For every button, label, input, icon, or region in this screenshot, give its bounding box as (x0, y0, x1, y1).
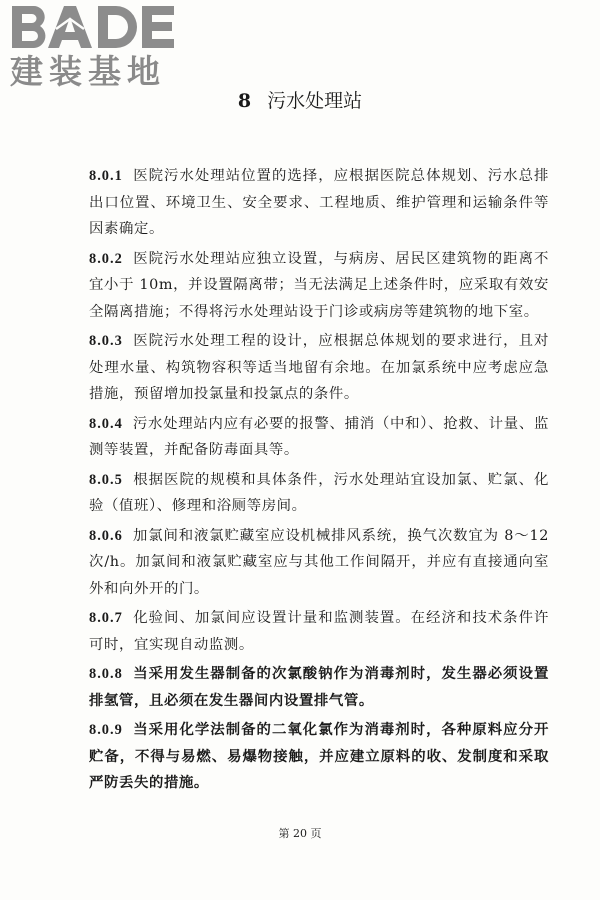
page-number: 第 20 页 (278, 827, 322, 840)
chapter-title (0, 88, 600, 114)
clause-8-0-8 (89, 661, 549, 714)
clause-8-0-5 (89, 467, 549, 520)
clause-text: 污水处理站内应有必要的报警、捕消（中和）、抢救、计量、监测等装置，并配备防毒面具等。 (89, 415, 549, 458)
clause-number: 8.0.1 (89, 168, 123, 184)
clause-8-0-6 (89, 523, 549, 603)
clause-number: 8.0.3 (89, 333, 123, 349)
clause-number: 8.0.6 (89, 527, 123, 544)
clause-8-0-3 (89, 328, 549, 408)
clause-number: 8.0.7 (89, 610, 123, 626)
clause-text: 医院污水处理站位置的选择，应根据医院总体规划、污水总排出口位置、环境卫生、安全要求、工程地质、维护管理和运输条件等因素确定。 (89, 168, 549, 237)
logo-chinese-text: 建装基地 (10, 52, 166, 91)
clause-8-0-1 (89, 163, 549, 243)
clause-text: 医院污水处理工程的设计，应根据总体规划的要求进行，且对处理水量、构筑物容积等适当地留有余地。在加氯系统中应考虑应急措施，预留增加投氯量和投氯点的条件。 (89, 333, 549, 402)
clause-number: 8.0.9 (89, 722, 123, 738)
clause-8-0-9 (89, 717, 549, 797)
clause-text: 当采用化学法制备的二氧化氯作为消毒剂时，各种原料应分开贮备，不得与易燃、易爆物接触，并应建立原料的收、发制度和采取严防丢失的措施。 (89, 721, 549, 791)
bade-wordmark-icon (10, 2, 176, 52)
clause-text: 根据医院的规模和具体条件，污水处理站宜设加氯、贮氯、化验（值班）、修理和浴厕等房间。 (89, 471, 549, 514)
clause-number: 8.0.4 (89, 415, 123, 432)
chapter-number: 8 (237, 90, 252, 112)
clause-text: 加氯间和液氯贮藏室应设机械排风系统，换气次数宜为 8～12 次/h。加氯间和液氯贮藏室应与其他工作间隔开，并应有直接通向室外和向外开的门。 (89, 527, 549, 597)
clause-number: 8.0.5 (89, 471, 123, 488)
clause-text: 化验间、加氯间应设置计量和监测装置。在经济和技术条件许可时，宜实现自动监测。 (89, 610, 549, 653)
chapter-title-text: 污水处理站 (267, 90, 363, 112)
clause-8-0-2 (89, 246, 549, 326)
clause-number: 8.0.8 (89, 666, 123, 682)
clause-text: 医院污水处理站应独立设置，与病房、居民区建筑物的距离不宜小于 10m，并设置隔离带；当无法满足上述条件时，应采取有效安全隔离措施；不得将污水处理站设于门诊或病房等建筑物的地下室。 (89, 250, 549, 320)
clause-list (89, 163, 549, 800)
bade-logo (6, 2, 176, 90)
clause-8-0-7 (89, 605, 549, 658)
clause-number: 8.0.2 (89, 250, 123, 267)
clause-text: 当采用发生器制备的次氯酸钠作为消毒剂时，发生器必须设置排氢管，且必须在发生器间内设置排气管。 (89, 665, 549, 709)
clause-8-0-4 (89, 411, 549, 464)
